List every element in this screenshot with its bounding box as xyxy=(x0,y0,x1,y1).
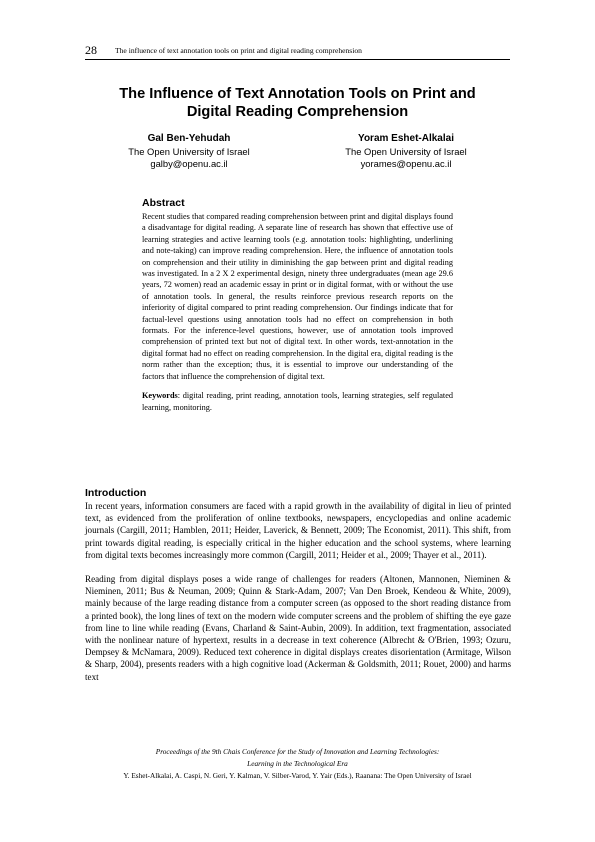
keywords-label: Keywords xyxy=(142,391,178,401)
keywords xyxy=(142,390,453,413)
abstract-body: Recent studies that compared reading comprehension between print and digital displays found a disadvantage for digital reading. A separate line of research has shown that effective use of learning strategies and active learning tools (e.g. annotation tools: highlighting, underlining and note-taking) can improve reading comprehension. Here, the influence of annotation tools on comprehension and their utility in diminishing the gap between print and digital reading was investigated. In a 2 X 2 experimental design, ninety three undergraduates (mean age 29.6 years, 72 women) read an academic essay in print or in digital format, with or without the use of annotation tools. In general, the results reinforce previous research reports on the inferiority of digital compared to print reading comprehension. Our findings indicate that for factual-level questions using annotation tools had no effect on comprehension in both formats. For the inference-level questions, however, use of annotation tools improved comprehension of printed text but not of digital text. In other words, text-annotation in the digital format had no effect on reading comprehension. In the digital era, digital reading is the norm rather than the exception; thus, it is essential to improve our understanding of the factors that influence the comprehension of digital text. xyxy=(142,212,453,381)
abstract-heading: Abstract xyxy=(142,197,185,209)
keywords-list: : digital reading, print reading, annotation tools, learning strategies, self regulated learning, monitoring. xyxy=(142,391,453,412)
footer-conference-theme: Learning in the Technological Era xyxy=(247,759,348,768)
author-email: galby@openu.ac.il xyxy=(150,158,228,169)
introduction-heading: Introduction xyxy=(85,487,147,499)
paper-title-line-2: Digital Reading Comprehension xyxy=(186,104,409,120)
introduction-paragraph: In recent years, information consumers are faced with a rapid growth in the availability of digital in lieu of printed text, as evidenced from the proliferation of online textbooks, newspapers, encyclopedias and online academic journals (Cargill, 2011; Hamblen, 2011; Heider, Laverick, & Bennett, 2009; The Economist, 2011). This shift, from print towards digital reading, is especially critical in the higher education and the school systems, where learning from digital texts becomes increasingly more common (Cargill, 2011; Heider et al., 2009; Thayer et al., 2011). xyxy=(85,501,511,560)
author-name: Gal Ben-Yehudah xyxy=(147,133,231,144)
footer-proceedings: Proceedings of the 9th Chais Conference for the Study of Innovation and Learning Technologies: xyxy=(155,747,440,756)
abstract-section xyxy=(142,197,453,413)
paper-title xyxy=(60,85,535,121)
introduction-section xyxy=(85,487,511,683)
introduction-paragraph: Reading from digital displays poses a wide range of challenges for readers (Altonen, Mannonen, Nieminen & Nieminen, 2011; Bus & Neuman, 2009; Quinn & Stark-Adam, 2007; Van Den Broek, Kendeou & White, 2009), mainly because of the large reading distance from a computer screen (as opposed to the short reading distance from a printed book), the long lines of text on the modern wide computer screens and the problem of shifting the eye gaze from line to line while reading (Evans, Charland & Saint-Aubin, 2009). In addition, text fragmentation, associated with the nonlinear nature of hypertext, results in a decrease in text coherence (Albrecht & O'Brien, 1993; Ozuru, Dempsey & McNamara, 2009). Reduced text coherence in digital displays creates disorientation (Armitage, Wilson & Sharp, 2004), presents readers with a high cognitive load (Ackerman & Goldsmith, 2011; Rouet, 2000) and harms text xyxy=(85,574,511,682)
author-email: yorames@openu.ac.il xyxy=(360,158,452,169)
page-footer xyxy=(60,746,535,782)
author-block-2 xyxy=(306,133,506,170)
author-affiliation: The Open University of Israel xyxy=(128,146,250,157)
page-number: 28 xyxy=(85,43,97,57)
running-title: The influence of text annotation tools on print and digital reading comprehension xyxy=(115,46,362,55)
author-affiliation: The Open University of Israel xyxy=(345,146,467,157)
author-name: Yoram Eshet-Alkalai xyxy=(358,133,454,144)
footer-editors: Y. Eshet-Alkalai, A. Caspi, N. Geri, Y. Kalman, V. Silber-Varod, Y. Yair (Eds.), Raanana: The Open University of Israel xyxy=(123,771,472,780)
paper-title-line-1: The Influence of Text Annotation Tools on Print and xyxy=(119,86,476,102)
running-header xyxy=(85,43,510,57)
header-rule xyxy=(85,59,510,60)
author-block-1 xyxy=(89,133,289,170)
